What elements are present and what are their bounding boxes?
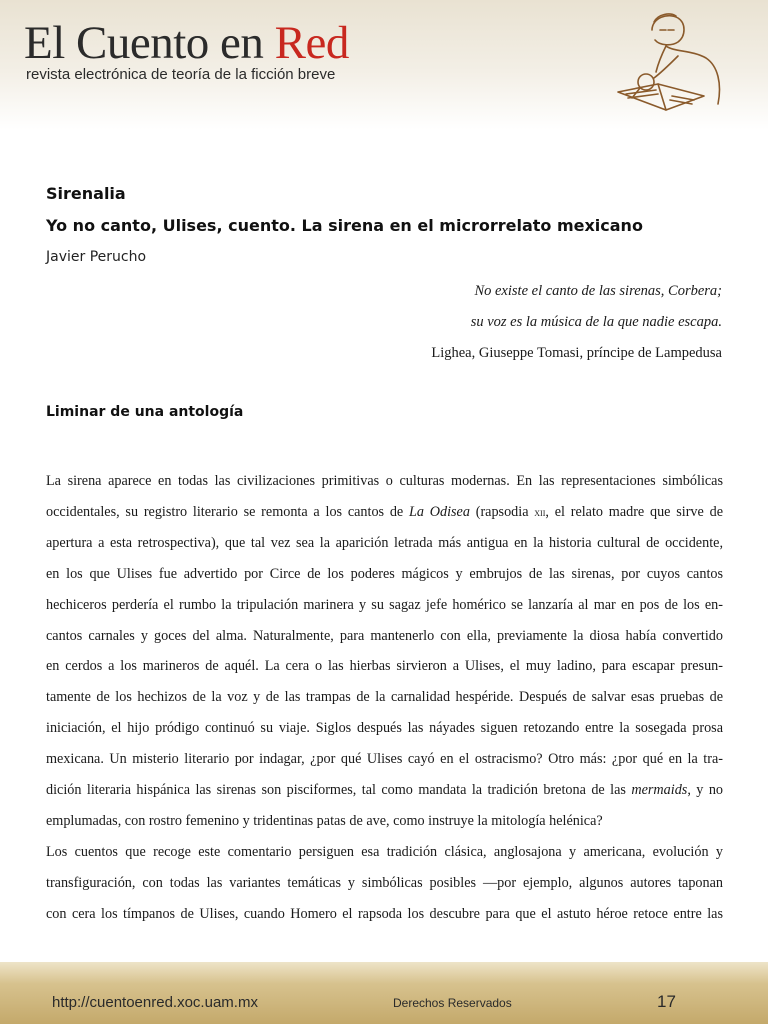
body-line [46,775,723,806]
body-line: en los que Ulises fue advertido por Circe de los poderes mágicos y embrujos de las sirenas, por cuyos cantos [46,565,723,582]
body-line: cantos carnales y goces del alma. Naturalmente, para mantenerlo con ella, previamente la diosa había convertido [46,627,723,644]
body-line: tamente de los hechizos de la voz y de las trampas de la carnalidad hespéride. Después de salvar esas pruebas de [46,689,723,706]
body-text-run: dición literaria hispánica las sirenas son pisciformes, tal como mandata la tradición bretona de las [46,782,632,799]
article-title: Yo no canto, Ulises, cuento. La sirena en el microrrelato mexicano [46,216,643,235]
article-kicker: Sirenalia [46,184,126,203]
body-line [46,497,723,528]
magazine-title-main: El Cuento en [24,17,264,69]
epigraph-attribution: Lighea, Giuseppe Tomasi, príncipe de Lampedusa [431,345,722,361]
body-text-run: , el relato madre que sirve de [545,503,723,520]
author-name: Javier Perucho [46,249,147,265]
body-text-run: (rapsodia [469,503,535,520]
body-line: emplumadas, con rostro femenino y tridentinas patas de ave, como instruye la mitología helénica? [46,812,603,829]
body-line: La sirena aparece en todas las civilizaciones primitivas o culturas modernas. En las representaciones simbólicas [46,473,723,489]
magazine-title-accent: Red [274,17,349,69]
body-line: mexicana. Un misterio literario por indagar, ¿por qué Ulises cayó en el ostracismo? Otro más: ¿por qué en la tra- [46,751,723,768]
body-text-run: , y no [687,782,724,799]
page-number: 17 [657,992,676,1011]
foreign-term: mermaids [631,782,688,799]
magazine-subtitle: revista electrónica de teoría de la ficción breve [26,66,336,83]
body-line: con cera los tímpanos de Ulises, cuando Homero el rapsoda los descubre para que el astuto héroe retoce entre las [46,905,723,922]
epigraph-line: su voz es la música de la que nadie escapa. [470,314,722,330]
body-line: iniciación, el hijo pródigo continuó su viaje. Siglos después las náyades siguen retozando entre la sosegada prosa [46,720,723,737]
epigraph-line: No existe el canto de las sirenas, Corbera; [474,283,722,299]
masthead [0,0,768,130]
body-line: transfiguración, con todas las variantes temáticas y simbólicas posibles —por ejemplo, algunos autores taponan [46,874,723,891]
roman-numeral: xii [534,504,546,519]
book-title: La Odisea [409,503,470,520]
site-link[interactable]: http://cuentoenred.xoc.uam.mx [52,994,258,1011]
reader-with-magnifying-glass-icon [608,8,728,116]
section-heading: Liminar de una antología [46,404,244,420]
body-line: apertura a esta retrospectiva), que tal vez sea la aparición letrada más antigua en la historia cultural de occidente, [46,534,723,551]
body-line: en cerdos a los marineros de aquél. La cera o las hierbas sirvieron a Ulises, el muy ladino, para escapar presun- [46,658,723,675]
article-body [46,466,723,930]
rights-notice: Derechos Reservados [393,996,512,1010]
magazine-title[interactable] [24,18,349,68]
body-line: hechiceros perdería el rumbo la tripulación marinera y su sagaz jefe homérico se lanzaría al mar en pos de los en- [46,596,723,613]
body-line: Los cuentos que recoge este comentario persiguen esa tradición clásica, anglosajona y americana, evolución y [46,843,723,860]
body-text-run: occidentales, su registro literario se remonta a los cantos de [46,503,409,520]
page-footer [0,962,768,1024]
epigraph [202,280,722,373]
